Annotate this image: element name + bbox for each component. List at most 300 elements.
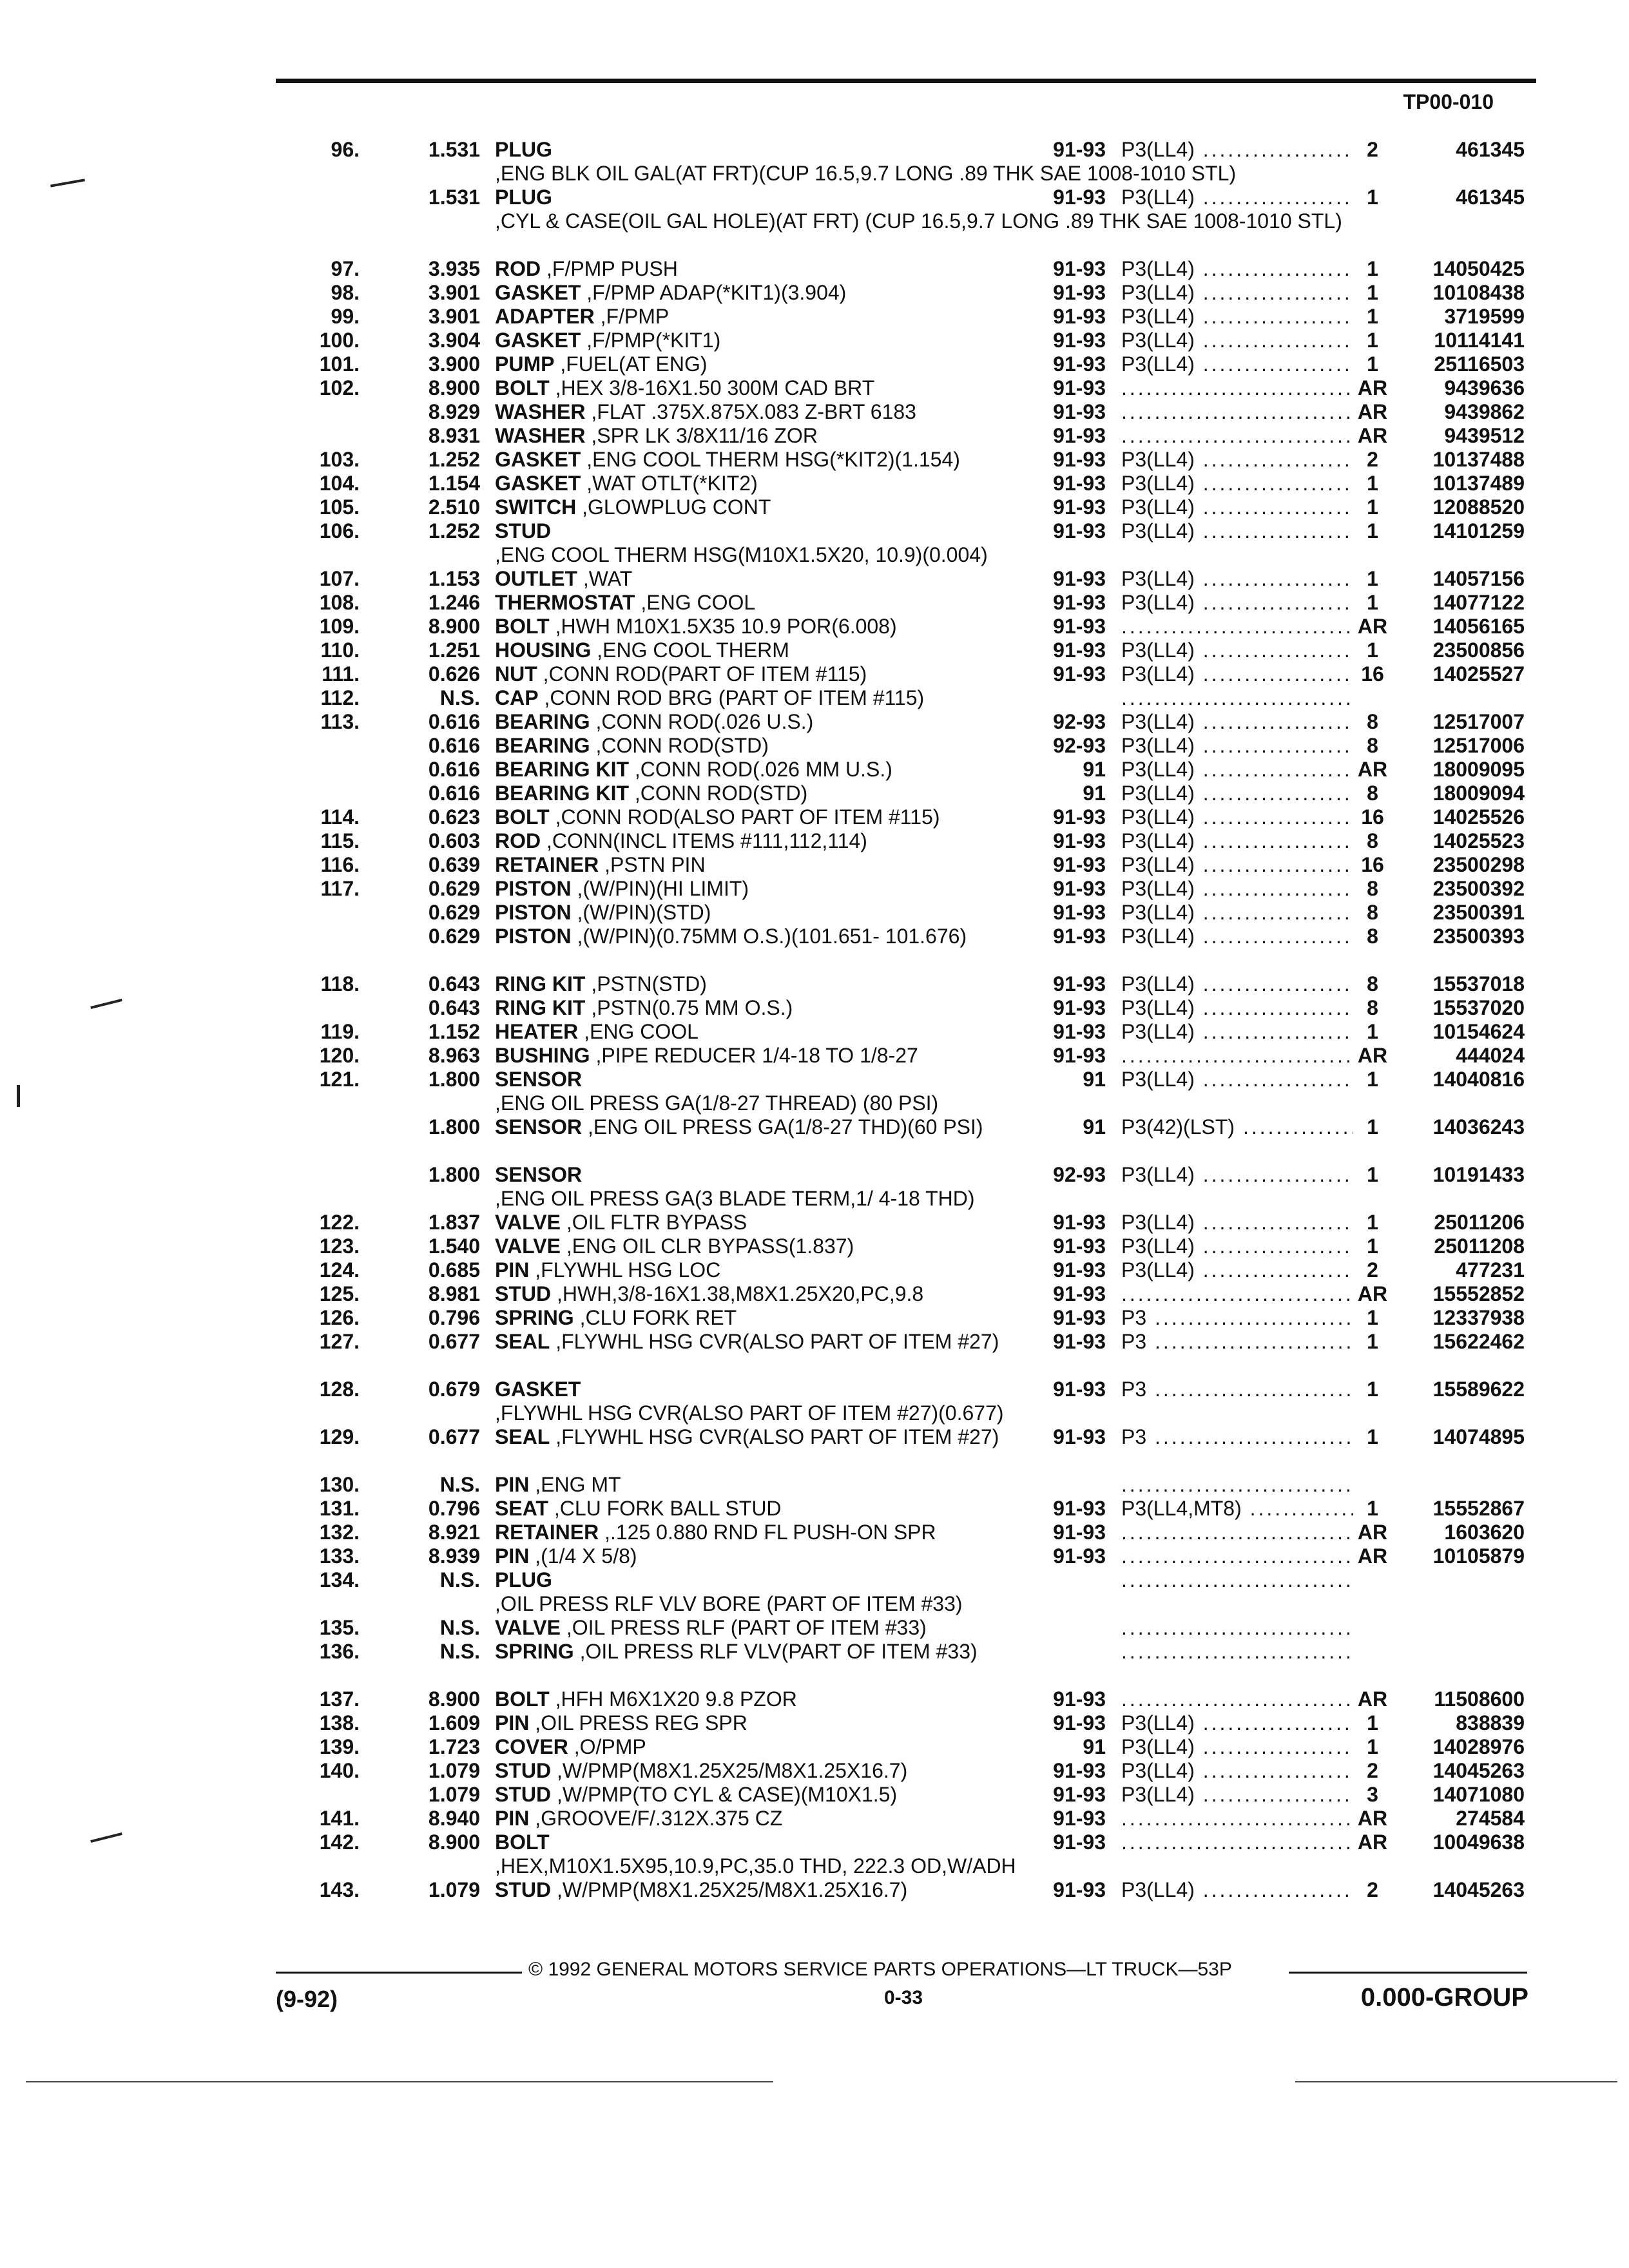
model-code-text: P3(LL4) [1121,567,1195,590]
item-number: 130. [319,1473,360,1496]
group-number: 1.540 [428,1235,480,1258]
part-row [0,1378,1629,1425]
part-number: 14050425 [1432,257,1525,280]
model-code-text: P3(LL4) [1121,901,1195,924]
model-years: 91-93 [1053,1807,1106,1830]
model-years: 91-93 [1053,1306,1106,1329]
model-code-text: P3(LL4) [1121,877,1195,900]
part-detail: ,OIL PRESS RLF VLV(PART OF ITEM #33) [574,1640,978,1663]
part-name: SENSOR [495,1163,583,1186]
quantity: 2 [1367,138,1378,161]
part-description [495,257,1023,281]
part-name: PLUG [495,1568,552,1591]
part-detail: ,CONN ROD BRG (PART OF ITEM #115) [538,686,925,709]
part-detail: ,.125 0.880 RND FL PUSH-ON SPR [599,1521,936,1544]
model-code-text: P3(LL4) [1121,972,1195,995]
item-number: 129. [319,1425,360,1448]
part-name: WASHER [495,400,586,423]
part-name: STUD [495,1282,552,1305]
part-detail: ,CYL & CASE(OIL GAL HOLE)(AT FRT) (CUP 16.5,9.7 LONG .89 THK SAE 1008-1010 STL) [495,209,1342,233]
group-number: 3.935 [428,257,480,280]
part-row [0,996,1629,1020]
model-years: 91-93 [1053,1759,1106,1782]
part-detail: ,W/PMP(M8X1.25X25/M8X1.25X16.7) [551,1759,908,1782]
model-code [1121,1687,1353,1711]
part-description [495,1425,1023,1449]
part-detail: ,O/PMP [568,1735,646,1758]
part-name: GASKET [495,472,581,495]
part-description [495,829,1023,853]
group-number: 8.981 [428,1282,480,1305]
item-number: 123. [319,1235,360,1258]
part-number: 15552867 [1432,1497,1525,1520]
model-code [1121,1807,1353,1831]
group-label: 0.000-GROUP [1360,1983,1528,2012]
item-number: 117. [320,877,360,900]
part-detail: ,WAT [577,567,633,590]
part-detail: ,FLYWHL HSG CVR(ALSO PART OF ITEM #27)(0.677) [495,1401,1004,1425]
model-code-text: P3(LL4) [1121,829,1195,852]
part-detail: ,ENG COOL THERM HSG(*KIT2)(1.154) [581,448,960,471]
part-name: PIN [495,1258,530,1282]
part-description [495,1711,1023,1735]
part-name: CAP [495,686,539,709]
model-code-text: P3(LL4) [1121,1211,1195,1234]
part-detail: ,CLU FORK RET [574,1306,737,1329]
part-row [0,1568,1629,1616]
model-years: 91-93 [1053,1878,1106,1901]
model-years: 91-93 [1053,925,1106,948]
item-number: 135. [319,1616,360,1639]
part-description [495,1020,1023,1044]
part-name: BEARING [495,734,590,757]
part-detail: ,PSTN PIN [599,853,706,876]
part-row [0,1425,1629,1473]
model-code [1121,996,1353,1020]
model-code-text: P3(LL4) [1121,305,1195,328]
part-name: VALVE [495,1235,561,1258]
model-years: 91-93 [1053,1497,1106,1520]
model-code [1121,448,1353,472]
part-row [0,376,1629,400]
model-code [1121,1044,1353,1068]
item-number: 118. [320,972,360,995]
part-description [495,329,1023,352]
part-number: 14045263 [1432,1759,1525,1782]
part-detail: ,CONN ROD(.026 MM U.S.) [629,758,892,781]
part-number: 14025526 [1432,805,1525,829]
model-code [1121,710,1353,734]
item-number: 127. [319,1330,360,1353]
group-number: 1.609 [428,1711,480,1735]
quantity: 1 [1367,257,1378,280]
part-row [0,1640,1629,1687]
part-row [0,1497,1629,1521]
part-name: PIN [495,1711,530,1735]
part-detail: ,ENG OIL PRESS GA(3 BLADE TERM,1/ 4-18 THD) [495,1187,975,1210]
part-row [0,1258,1629,1282]
model-code [1121,805,1353,829]
part-name: SPRING [495,1640,574,1663]
model-years: 91-93 [1053,400,1106,423]
part-row [0,1330,1629,1378]
part-description [495,1211,1023,1235]
model-code-text: P3(LL4) [1121,925,1195,948]
part-number: 25116503 [1434,352,1525,376]
part-row [0,591,1629,615]
item-number: 105. [319,495,360,519]
part-detail: ,HFH M6X1X20 9.8 PZOR [549,1687,797,1711]
model-code-text: P3(LL4,MT8) [1121,1497,1242,1520]
part-description [495,805,1023,829]
model-years: 91-93 [1053,495,1106,519]
part-row [0,805,1629,829]
part-description [495,424,1023,448]
part-detail: ,CONN ROD(.026 U.S.) [590,710,814,733]
part-name: ADAPTER [495,305,595,328]
quantity: 1 [1367,1711,1378,1735]
part-description [495,782,1023,805]
part-description [495,400,1023,424]
model-years: 91-93 [1053,329,1106,352]
quantity: 1 [1367,186,1378,209]
part-number: 23500392 [1432,877,1525,900]
part-row [0,1735,1629,1759]
model-code [1121,1497,1353,1521]
part-detail: ,OIL PRESS RLF (PART OF ITEM #33) [560,1616,927,1639]
model-code-text: P3(LL4) [1121,853,1195,876]
model-code [1121,901,1353,925]
model-code [1121,567,1353,591]
model-code [1121,495,1353,519]
group-number: 3.901 [428,281,480,304]
part-description [495,1497,1023,1521]
model-code-text: P3(LL4) [1121,281,1195,304]
group-number: 0.796 [428,1497,480,1520]
model-code [1121,1640,1353,1664]
quantity: 1 [1367,352,1378,376]
group-number: N.S. [439,686,480,709]
model-code-text: P3(LL4) [1121,472,1195,495]
group-number: 1.079 [428,1783,480,1806]
part-name: BUSHING [495,1044,590,1067]
part-number: 461345 [1456,186,1525,209]
part-name: BEARING [495,710,590,733]
item-number: 97. [331,257,360,280]
part-row [0,1521,1629,1544]
parts-list [0,138,1629,1902]
part-detail: ,ENG COOL [578,1020,699,1043]
model-code [1121,281,1353,305]
part-number: 18009094 [1432,782,1525,805]
quantity: 8 [1367,972,1378,995]
quantity: 8 [1367,925,1378,948]
model-years: 91-93 [1053,1378,1106,1401]
part-description [495,1258,1023,1282]
item-number: 116. [320,853,360,876]
group-number: 1.531 [428,138,480,161]
part-row [0,138,1629,186]
part-number: 3719599 [1444,305,1525,328]
part-number: 14077122 [1432,591,1525,614]
part-description [495,1687,1023,1711]
model-code-text: P3(LL4) [1121,448,1195,471]
quantity: 1 [1367,1378,1378,1401]
group-number: 1.800 [428,1163,480,1186]
quantity: 1 [1367,1330,1378,1353]
model-code-text: P3(LL4) [1121,805,1195,829]
part-name: HOUSING [495,639,592,662]
part-number: 10114141 [1434,329,1525,352]
quantity: 16 [1361,805,1384,829]
part-name: BOLT [495,376,550,399]
model-code-text: P3 [1121,1330,1147,1353]
model-code-text: P3(LL4) [1121,639,1195,662]
part-name: BEARING KIT [495,782,629,805]
quantity: 1 [1367,1020,1378,1043]
part-row [0,1282,1629,1306]
model-years: 91-93 [1053,1783,1106,1806]
model-code-text: P3(LL4) [1121,758,1195,781]
part-row [0,782,1629,805]
part-description [495,448,1023,472]
quantity: 8 [1367,877,1378,900]
quantity: AR [1357,615,1388,638]
model-years: 91-93 [1053,352,1106,376]
part-row [0,472,1629,495]
part-row [0,519,1629,567]
group-number: N.S. [439,1473,480,1496]
quantity: AR [1357,1521,1388,1544]
page-code: TP00-010 [1403,90,1494,113]
group-number: N.S. [439,1640,480,1663]
part-name: PIN [495,1544,530,1568]
item-number: 140. [319,1759,360,1782]
model-code-text: P3(LL4) [1121,186,1195,209]
group-number: 0.796 [428,1306,480,1329]
part-name: STUD [495,1783,552,1806]
group-number: 3.901 [428,305,480,328]
copyright-notice: © 1992 GENERAL MOTORS SERVICE PARTS OPERATIONS—LT TRUCK—53P [528,1959,1232,1980]
part-number: 461345 [1456,138,1525,161]
part-row [0,1616,1629,1640]
model-years: 91-93 [1053,615,1106,638]
part-name: RETAINER [495,1521,599,1544]
part-detail: ,ENG MT [529,1473,621,1496]
model-years: 91-93 [1053,424,1106,447]
part-number: 274584 [1456,1807,1525,1830]
group-number: 3.904 [428,329,480,352]
part-detail: ,OIL FLTR BYPASS [560,1211,747,1234]
part-row [0,639,1629,662]
part-description [495,853,1023,877]
item-number: 142. [319,1831,360,1854]
quantity: 1 [1367,1735,1378,1758]
model-years: 91-93 [1053,996,1106,1019]
model-code [1121,1163,1353,1187]
group-number: 1.723 [428,1735,480,1758]
part-detail: ,HEX 3/8-16X1.50 300M CAD BRT [549,376,875,399]
part-description [495,1282,1023,1306]
model-years: 91-93 [1053,1687,1106,1711]
part-name: GASKET [495,281,581,304]
item-number: 143. [319,1878,360,1901]
top-rule [276,79,1536,83]
quantity: 1 [1367,305,1378,328]
item-number: 138. [319,1711,360,1735]
group-number: 0.616 [428,710,480,733]
model-code-text: P3(LL4) [1121,662,1195,686]
model-code-text: P3(LL4) [1121,782,1195,805]
part-description [495,567,1023,591]
part-name: PISTON [495,901,572,924]
item-number: 109. [319,615,360,638]
model-code [1121,591,1353,615]
part-number: 14101259 [1432,519,1525,543]
model-code-text: P3(LL4) [1121,734,1195,757]
part-detail: ,HWH M10X1.5X35 10.9 POR(6.008) [549,615,897,638]
model-code [1121,1282,1353,1306]
model-code [1121,1473,1353,1497]
part-row [0,1783,1629,1807]
part-detail: ,HEX,M10X1.5X95,10.9,PC,35.0 THD, 222.3 OD,W/ADH [495,1854,1016,1878]
item-number: 141. [319,1807,360,1830]
item-number: 126. [319,1306,360,1329]
group-number: 0.677 [428,1330,480,1353]
quantity: 2 [1367,1878,1378,1901]
part-description [495,495,1023,519]
group-number: 0.643 [428,972,480,995]
part-description [495,1735,1023,1759]
part-row [0,877,1629,901]
model-years: 91-93 [1053,1544,1106,1568]
part-name: HEATER [495,1020,579,1043]
part-number: 10137489 [1432,472,1525,495]
part-number: 10049638 [1432,1831,1525,1854]
item-number: 131. [319,1497,360,1520]
item-number: 103. [319,448,360,471]
bottom-rule [1295,2081,1617,2082]
model-code-text: P3(LL4) [1121,1759,1195,1782]
group-number: 8.900 [428,376,480,399]
part-description [495,758,1023,782]
model-code [1121,1425,1353,1449]
part-description [495,1306,1023,1330]
group-number: 0.603 [428,829,480,852]
part-detail: ,CONN ROD(PART OF ITEM #115) [537,662,867,686]
quantity: 8 [1367,710,1378,733]
part-description [495,352,1023,376]
part-detail: ,ENG OIL CLR BYPASS(1.837) [560,1235,854,1258]
model-years: 91 [1083,1115,1106,1139]
part-row [0,352,1629,376]
quantity: AR [1357,1807,1388,1830]
part-row [0,1235,1629,1258]
group-number: 0.639 [428,853,480,876]
part-number: 15552852 [1432,1282,1525,1305]
model-years: 91-93 [1053,1211,1106,1234]
model-code-text: P3(LL4) [1121,352,1195,376]
model-code-text: P3(LL4) [1121,1258,1195,1282]
quantity: 1 [1367,281,1378,304]
model-code-text: P3(LL4) [1121,710,1195,733]
part-description [495,1640,1023,1664]
model-years: 91-93 [1053,877,1106,900]
part-detail: ,ENG COOL [635,591,756,614]
part-row [0,1473,1629,1497]
part-number: 444024 [1456,1044,1525,1067]
part-detail: ,GROOVE/F/.312X.375 CZ [529,1807,783,1830]
model-years: 91-93 [1053,591,1106,614]
quantity: 1 [1367,1306,1378,1329]
model-years: 91-93 [1053,972,1106,995]
part-row [0,1711,1629,1735]
quantity: 1 [1367,519,1378,543]
part-detail: ,(W/PIN)(0.75MM O.S.)(101.651- 101.676) [571,925,967,948]
part-row [0,1306,1629,1330]
model-code-text: P3(LL4) [1121,1711,1195,1735]
model-years: 91-93 [1053,1258,1106,1282]
model-code [1121,1258,1353,1282]
group-number: 8.900 [428,1831,480,1854]
part-number: 10108438 [1432,281,1525,304]
part-row [0,424,1629,448]
part-description [495,1235,1023,1258]
model-code-text: P3(LL4) [1121,329,1195,352]
item-number: 139. [319,1735,360,1758]
model-years: 91-93 [1053,186,1106,209]
model-years: 91-93 [1053,257,1106,280]
group-number: 0.629 [428,901,480,924]
model-code [1121,1235,1353,1258]
part-name: STUD [495,1759,552,1782]
model-code [1121,639,1353,662]
part-number: 14056165 [1432,615,1525,638]
model-code [1121,782,1353,805]
model-code-text: P3(LL4) [1121,1735,1195,1758]
model-years: 91-93 [1053,472,1106,495]
part-name: GASKET [495,448,581,471]
model-code [1121,472,1353,495]
part-number: 9439862 [1444,400,1525,423]
quantity: 8 [1367,996,1378,1019]
item-number: 120. [319,1044,360,1067]
part-description [495,639,1023,662]
part-number: 14036243 [1432,1115,1525,1139]
item-number: 113. [320,710,360,733]
group-number: 0.677 [428,1425,480,1448]
model-code-text: P3(LL4) [1121,138,1195,161]
part-number: 23500391 [1432,901,1525,924]
model-code-text: P3(LL4) [1121,257,1195,280]
model-code [1121,686,1353,710]
part-detail: ,FUEL(AT ENG) [554,352,708,376]
model-years: 91 [1083,1068,1106,1091]
part-detail: ,PIPE REDUCER 1/4-18 TO 1/8-27 [590,1044,918,1067]
part-description [495,1878,1023,1902]
part-number: 15537018 [1432,972,1525,995]
quantity: 1 [1367,329,1378,352]
footer-rule-right [1289,1972,1527,1974]
part-name: BOLT [495,805,550,829]
part-number: 18009095 [1432,758,1525,781]
quantity: 8 [1367,829,1378,852]
part-number: 15537020 [1432,996,1525,1019]
part-detail: ,CONN ROD(ALSO PART OF ITEM #115) [549,805,940,829]
part-description [495,615,1023,639]
item-number: 122. [319,1211,360,1234]
model-code [1121,329,1353,352]
